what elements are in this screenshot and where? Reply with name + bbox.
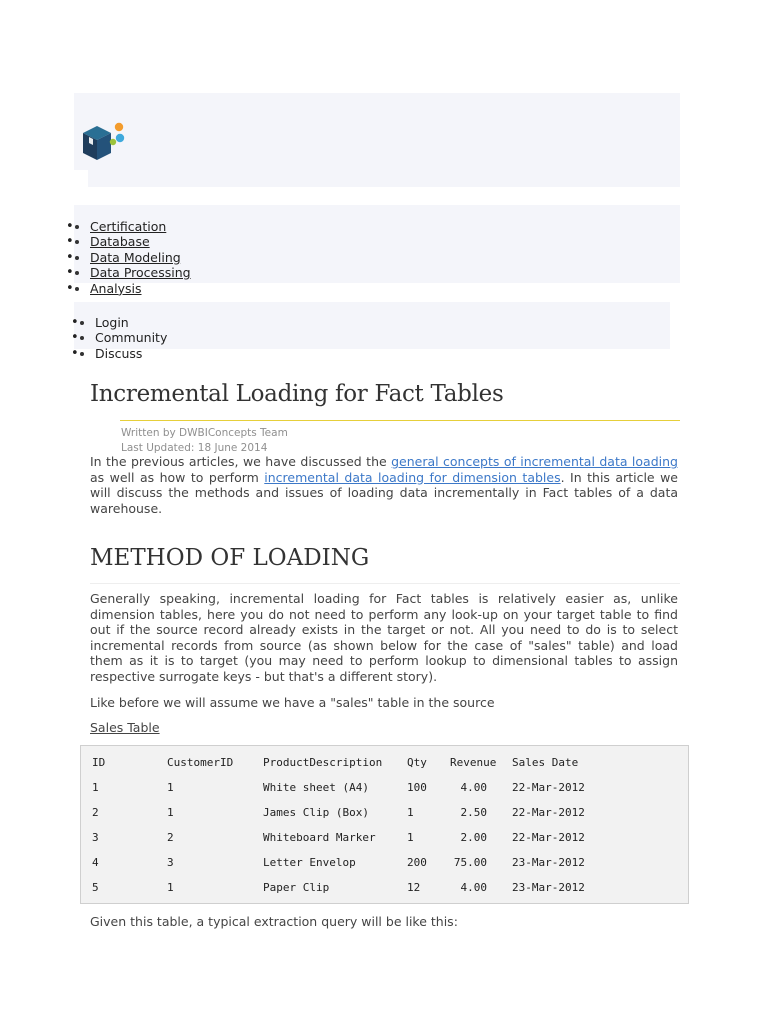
table-cell: 23-Mar-2012 [512, 856, 585, 869]
table-cell: 75.00 [453, 856, 487, 869]
community-link[interactable]: Community [95, 330, 168, 346]
sales-table-link[interactable]: Sales Table [90, 720, 160, 735]
table-cell: 3 [167, 856, 174, 869]
table-cell: 2.50 [460, 806, 487, 819]
bullet-icon: • • [71, 330, 79, 346]
table-cell: 22-Mar-2012 [512, 806, 585, 819]
table-cell: 1 [167, 781, 174, 794]
table-cell: 5 [92, 881, 99, 894]
login-link[interactable]: Login [95, 314, 129, 330]
table-cell: 200 [407, 856, 427, 869]
table-header-cell: Qty [407, 756, 427, 769]
table-header-cell: CustomerID [167, 756, 234, 769]
bullet-icon: • • [66, 280, 74, 296]
table-cell: 22-Mar-2012 [512, 831, 585, 844]
discuss-link[interactable]: Discuss [95, 345, 143, 361]
table-cell: 100 [407, 781, 427, 794]
cube-logo-icon[interactable] [80, 121, 126, 165]
table-cell: James Clip (Box) [263, 806, 369, 819]
article-title: Incremental Loading for Fact Tables [90, 381, 504, 407]
article-author: Written by DWBIConcepts Team [121, 427, 288, 439]
nav-link-database[interactable]: Database [90, 234, 150, 250]
table-cell: 4 [92, 856, 99, 869]
section-divider [90, 583, 680, 584]
intro-paragraph [90, 454, 678, 516]
table-cell: 1 [407, 831, 414, 844]
nav-item-database [66, 234, 150, 250]
nav-item-certification [66, 218, 167, 235]
nav-link-analysis[interactable]: Analysis [90, 280, 142, 296]
table-header-cell: Sales Date [512, 756, 579, 769]
site-header-strip [88, 170, 680, 187]
nav-item-data-processing [66, 265, 191, 281]
table-header-cell: Revenue [450, 756, 497, 769]
nav-link-data-processing[interactable]: Data Processing [90, 265, 191, 281]
intro-text-1: In the previous articles, we have discussed the [90, 454, 392, 469]
nav-item-data-modeling [66, 249, 181, 266]
table-cell: Whiteboard Marker [263, 831, 376, 844]
assume-paragraph: Like before we will assume we have a "sales" table in the source [90, 695, 495, 710]
bullet-icon: • • [66, 249, 74, 265]
table-cell: 22-Mar-2012 [512, 781, 585, 794]
table-cell: 4.00 [460, 881, 487, 894]
table-cell: 1 [92, 781, 99, 794]
table-cell: 2.00 [460, 831, 487, 844]
bullet-icon: • • [66, 218, 74, 234]
table-header-cell: ProductDescription [263, 756, 383, 769]
dimension-loading-link[interactable]: incremental data loading for dimension tables [264, 469, 561, 485]
intro-text-2: as well as how to perform [90, 469, 265, 485]
table-cell: White sheet (A4) [263, 781, 369, 794]
table-cell: Paper Clip [263, 881, 330, 894]
table-cell: 12 [407, 881, 421, 894]
table-header-cell: ID [92, 756, 106, 769]
table-cell: 23-Mar-2012 [512, 881, 585, 894]
given-paragraph: Given this table, a typical extraction query will be like this: [90, 914, 458, 929]
title-divider [120, 420, 680, 421]
nav-link-certification[interactable]: Certification [90, 218, 167, 234]
bullet-icon: • • [71, 314, 79, 330]
bullet-icon: • • [66, 265, 74, 281]
article-updated-date: Last Updated: 18 June 2014 [121, 442, 268, 454]
sales-table-code-block[interactable] [80, 745, 689, 904]
table-cell: 1 [407, 806, 414, 819]
user-item-login[interactable] [71, 314, 129, 331]
table-cell: 3 [92, 831, 99, 844]
incremental-concepts-link[interactable]: general concepts of incremental data loading [391, 454, 678, 469]
bullet-icon: • • [66, 234, 74, 250]
section-title: METHOD OF LOADING [90, 545, 370, 571]
table-cell: Letter Envelop [263, 856, 356, 869]
table-cell: 1 [167, 806, 174, 819]
user-item-community[interactable] [71, 330, 168, 346]
intro-text-3: . In this article we will discuss the methods and issues of loading data incrementally in Fact tables of a data warehouse. [90, 469, 678, 516]
table-cell: 4.00 [460, 781, 487, 794]
method-paragraph: Generally speaking, incremental loading for Fact tables is relatively easier as, unlike dimension tables, here you do not need to perform any look-up on your target table to find out if the source record already exists in the target or not. All you need to do is to select incremental records from source (as shown below for the case of "sales" table) and load them as it is to target (you may need to perform lookup to dimensional tables to assign respective surrogate keys - but that's a different story). [90, 591, 678, 684]
nav-item-analysis [66, 280, 142, 297]
table-cell: 1 [167, 881, 174, 894]
nav-link-data-modeling[interactable]: Data Modeling [90, 249, 181, 265]
bullet-icon: • • [71, 345, 79, 361]
user-item-discuss[interactable] [71, 345, 143, 362]
site-header [74, 93, 680, 170]
table-cell: 2 [92, 806, 99, 819]
table-cell: 2 [167, 831, 174, 844]
